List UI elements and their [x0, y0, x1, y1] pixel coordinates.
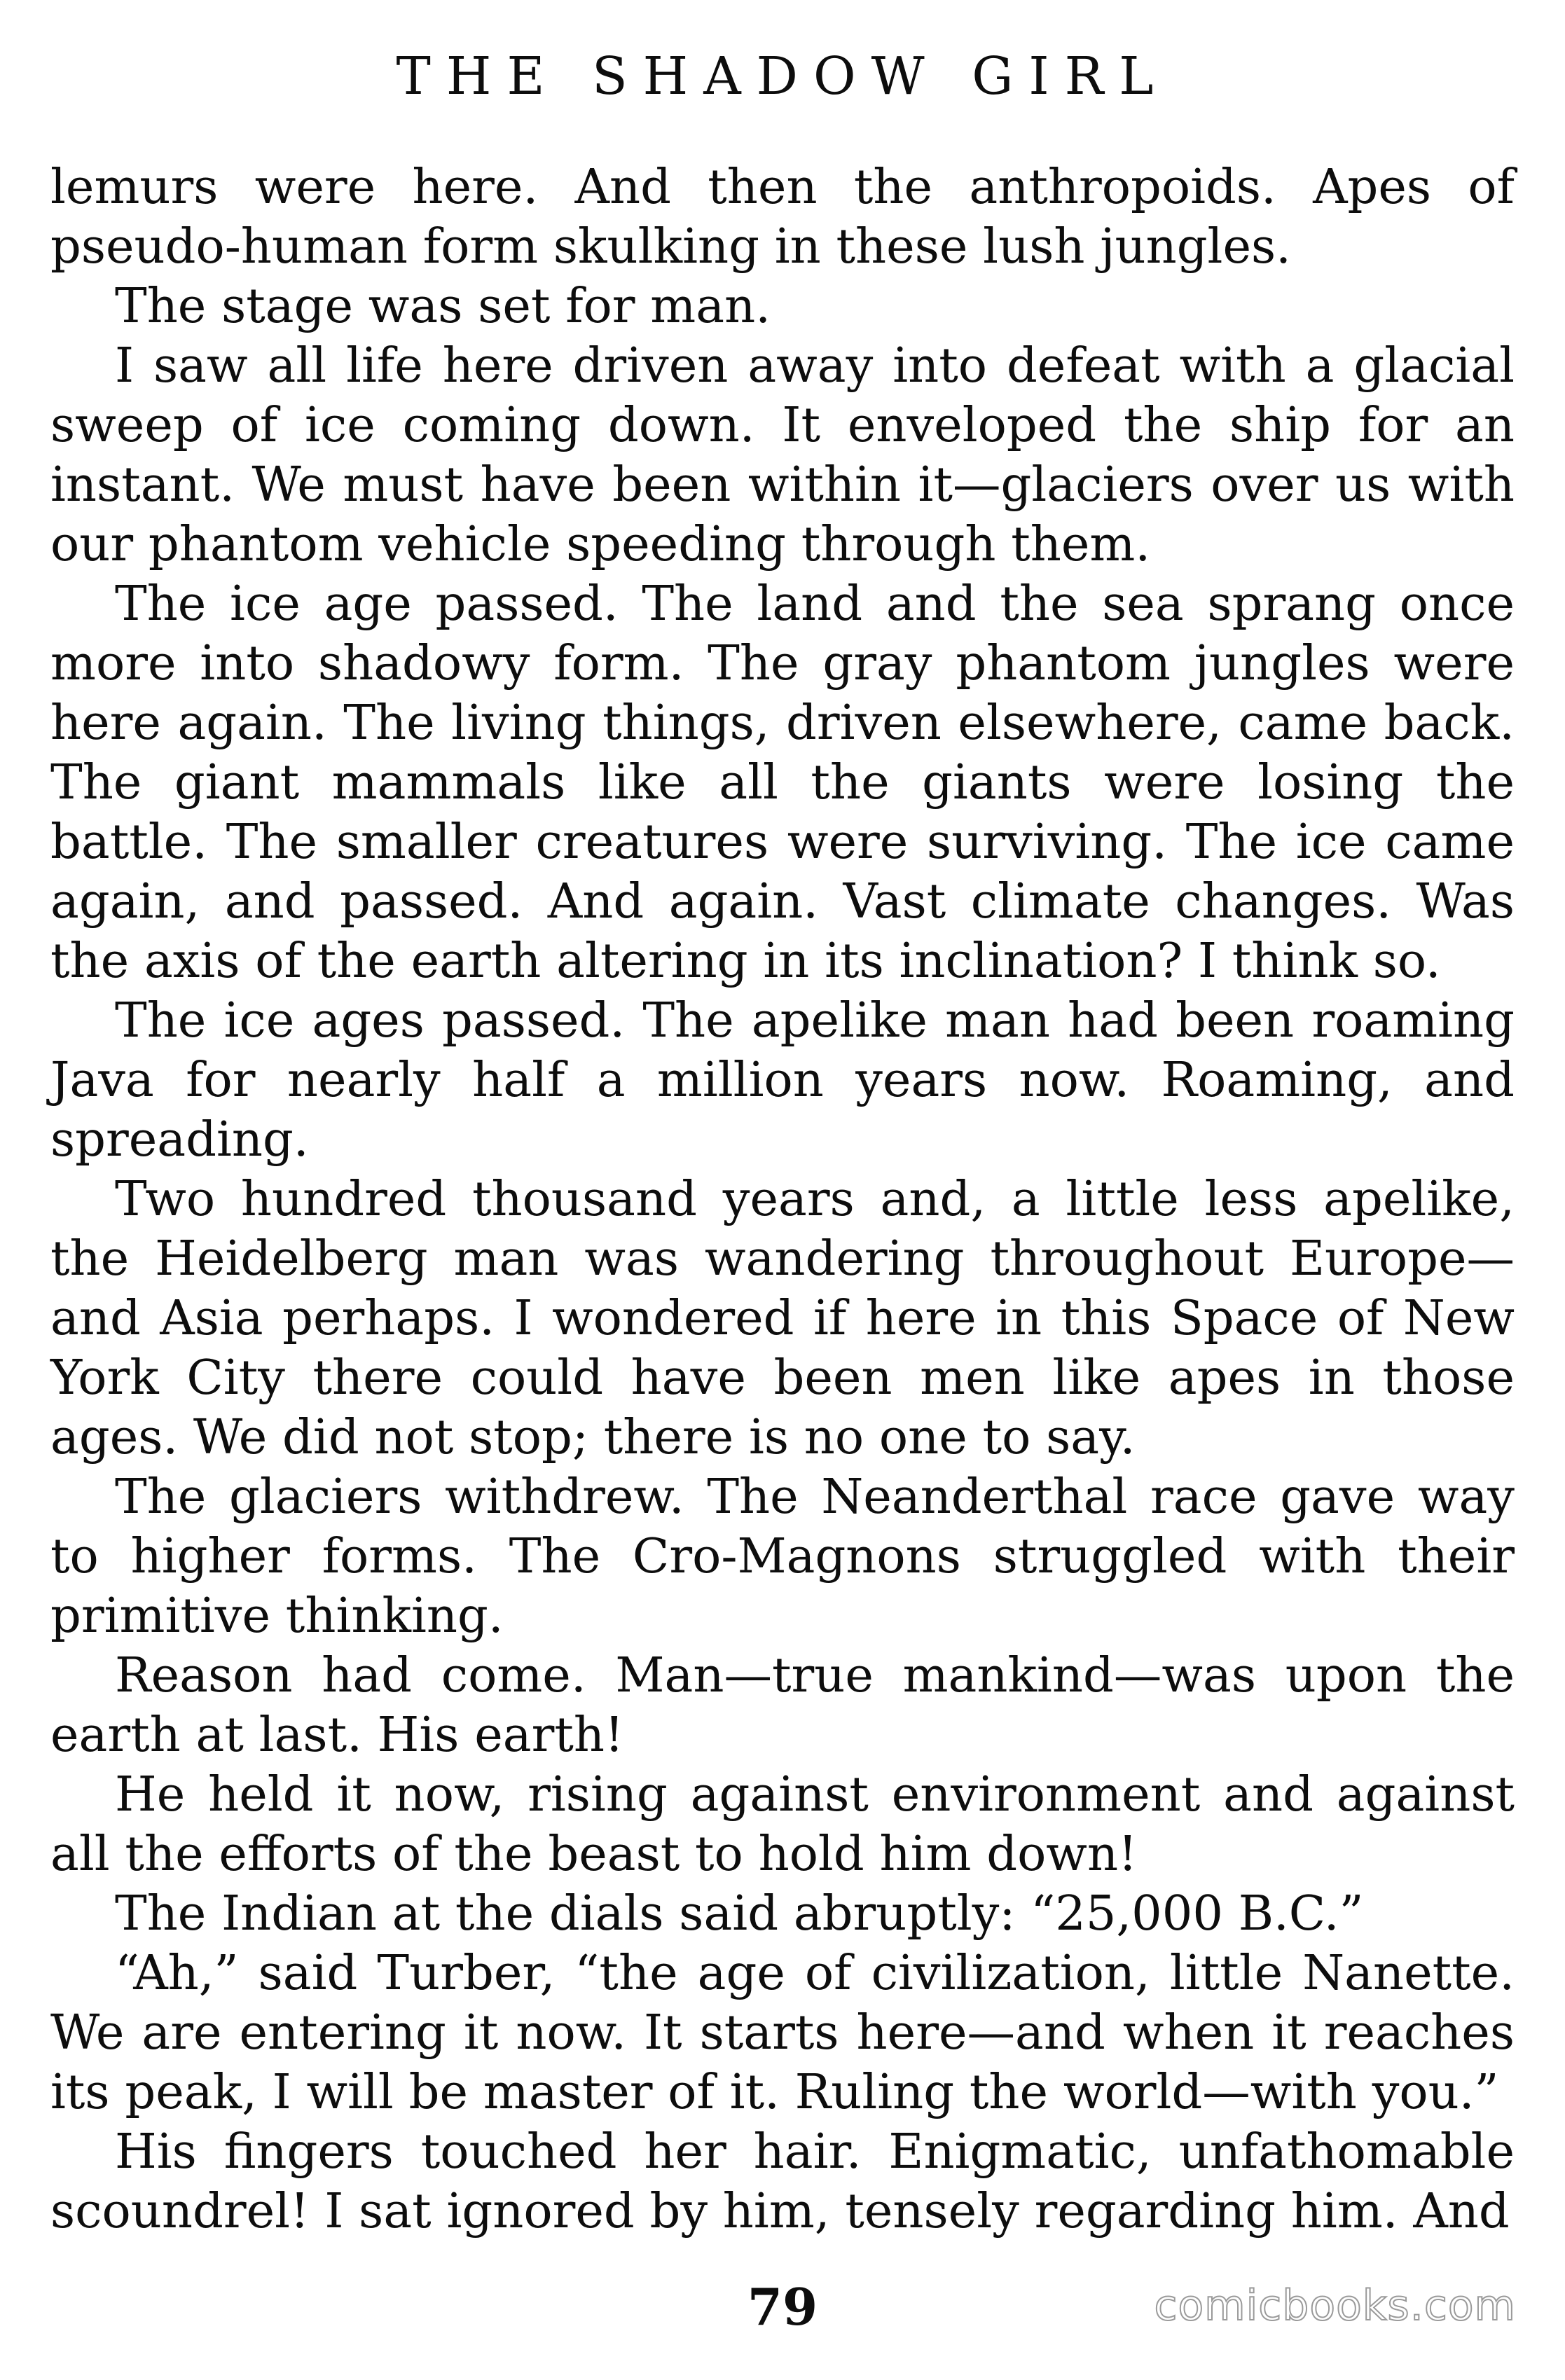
page-number: 79	[747, 2277, 818, 2337]
paragraph: His fingers touched her hair. Enigmatic, unfathomable scoundrel! I sat ignored by him, tensely regarding him. And	[50, 2124, 1515, 2239]
paragraph: The Indian at the dials said abruptly: “25,000 B.C.”	[115, 1886, 1364, 1942]
paragraph: The ice age passed. The land and the sea sprang once more into shadowy form. The gray phantom jungles were here again. The living things, driven elsewhere, came back. The giant mammals like all the giants were losing the battle. The smaller creatures were surviving. The ice came again, and passed. And again. Vast climate changes. Was the axis of the earth altering in its inclination? I think so.	[50, 576, 1515, 989]
body-text	[50, 158, 1515, 2241]
paragraph: The ice ages passed. The apelike man had been roaming Java for nearly half a million years now. Roaming, and spreading.	[50, 992, 1515, 1168]
paragraph: Reason had come. Man—true mankind—was upon the earth at last. His earth!	[50, 1647, 1515, 1763]
paragraph: The glaciers withdrew. The Neanderthal race gave way to higher forms. The Cro-Magnons struggled with their primitive thinking.	[50, 1469, 1515, 1644]
watermark-text: comicbooks.com	[1154, 2281, 1516, 2330]
paragraph: Two hundred thousand years and, a little less apelike, the Heidelberg man was wandering throughout Europe—and Asia perhaps. I wondered if here in this Space of New York City there could have been men like apes in those ages. We did not stop; there is no one to say.	[50, 1171, 1515, 1465]
paragraph: I saw all life here driven away into defeat with a glacial sweep of ice coming down. It enveloped the ship for an instant. We must have been within it—glaciers over us with our phantom vehicle speeding through them.	[50, 338, 1515, 572]
paragraph: lemurs were here. And then the anthropoids. Apes of pseudo-human form skulking in these lush jungles.	[50, 159, 1515, 275]
paragraph: The stage was set for man.	[115, 278, 771, 334]
paragraph: “Ah,” said Turber, “the age of civilization, little Nanette. We are entering it now. It starts here—and when it reaches its peak, I will be master of it. Ruling the world—with you.”	[50, 1945, 1515, 2120]
running-head-title: THE SHADOW GIRL	[396, 46, 1169, 106]
paragraph: He held it now, rising against environment and against all the efforts of the beast to hold him down!	[50, 1766, 1515, 1882]
